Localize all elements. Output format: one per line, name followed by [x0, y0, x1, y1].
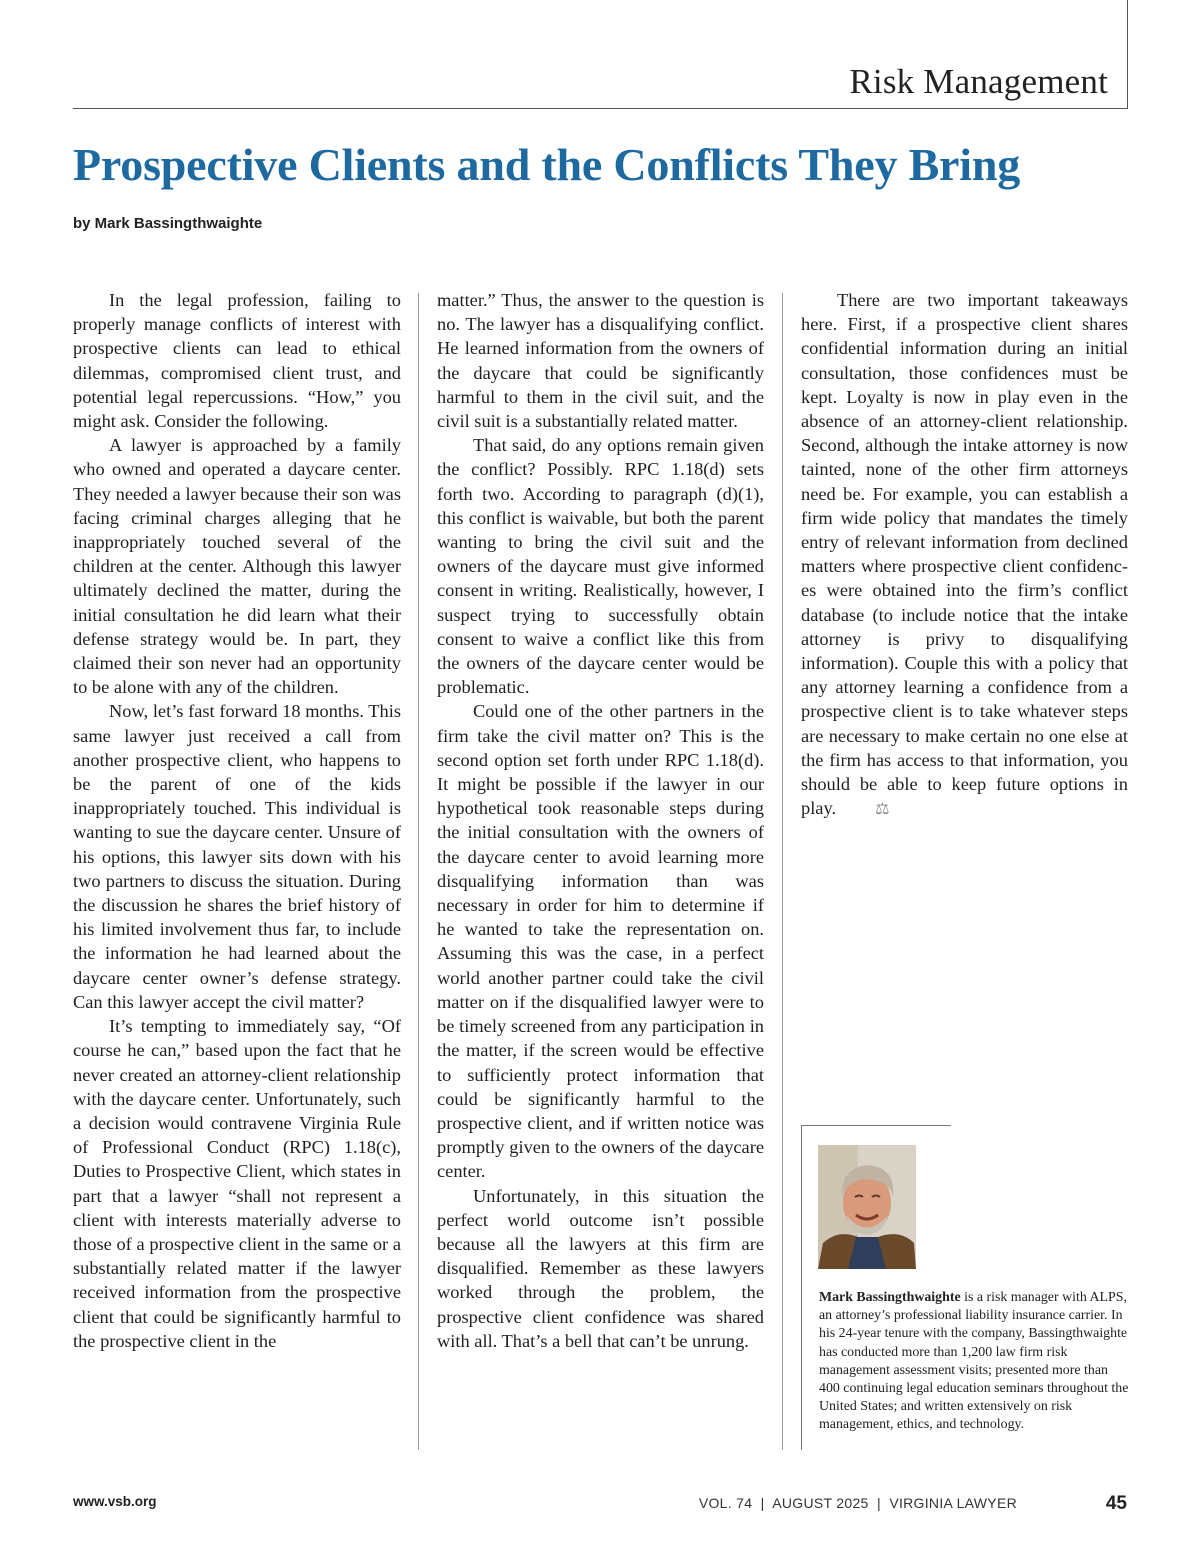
- column-divider: [782, 293, 783, 1450]
- bio-box-rule: [801, 1125, 951, 1126]
- footer-website: www.vsb.org: [73, 1494, 157, 1509]
- article-column-2: [437, 288, 764, 1353]
- author-photo: [818, 1145, 916, 1269]
- footer-issue-text: VOL. 74 | AUGUST 2025 | VIRGINIA LAWYER: [698, 1495, 1017, 1511]
- section-label: Risk Management: [849, 62, 1108, 101]
- paragraph: [801, 288, 1128, 821]
- article-column-3: [801, 288, 1128, 821]
- paragraph: It’s tempting to immediately say, “Of course he can,” based upon the fact that he never created an attorney-client relationship with the daycare center. Unfortunately, such a decision would contravene Virginia Rule of Professional Conduct (RPC) 1.18(c), Duties to Prospective Client, which states in part that a lawyer “shall not represent a client with interests materially adverse to those of a prospective client in the same or a substantially related matter if the lawyer received information from the prospective client that could be significantly harmful to the prospective client in the: [73, 1016, 401, 1351]
- author-bio-text: is a risk manager with ALPS, an attorney’s professional liability insurance carrier. In his 24-year tenure with the company, Bassingthwaighte has conducted more than 1,200 law firm risk management assessment visits; presented more than 400 continuing legal education seminars throughout the United States; and written extensively on risk management, ethics, and technology.: [819, 1290, 1129, 1433]
- paragraph: In the legal profession, failing to properly manage conflicts of interest with prospective clients can lead to ethical dilemmas, compromised client trust, and potential legal repercussions. “How,” you might ask. Consider the following.: [73, 290, 401, 432]
- header-rule: [73, 108, 1128, 109]
- paragraph: Could one of the other partners in the firm take the civil matter on? This is the second option set forth under RPC 1.18(d). It might be possible if the lawyer in our hypothetical took reasonable steps during the initial consultation with the owners of the daycare center to avoid learning more disqualifying information than was necessary in order for him to determine if he wanted to take the representation on. Assuming this was the case, in a perfect world another partner could take the civil matter on if the disqualified lawyer were to be timely screened from any participation in the matter, if the screen would be effective to sufficiently protect information that could be significantly harmful to the prospective client, and if written notice was promptly given to the owners of the daycare center.: [437, 701, 764, 1182]
- paragraph: matter.” Thus, the answer to the question is no. The lawyer has a disqualifying conflict. He learned information from the owners of the daycare that could be significantly harmful to them in the civil suit, and the civil suit is a substantially related matter.: [437, 290, 764, 432]
- page-number: 45: [1105, 1493, 1127, 1514]
- header-vertical-rule: [1127, 0, 1128, 109]
- paragraph: Unfortunately, in this situation the perfect world outcome isn’t possible because all the lawyers at this firm are disqualified. Remember as these lawyers worked through the problem, the prospective client confidence was shared with all. That’s a bell that can’t be unrung.: [437, 1185, 764, 1351]
- article-title: Prospective Clients and the Conflicts They Bring: [73, 139, 1021, 190]
- paragraph: A lawyer is approached by a family who owned and operated a daycare center. They needed a lawyer because their son was facing criminal charges alleging that he inappropriately touched several of the children at the center. Although this lawyer ultimately declined the matter, during the initial consultation he did learn what their defense strategy would be. In part, they claimed their son never had an opportunity to be alone with any of the children.: [73, 435, 401, 698]
- bio-box-rule: [801, 1125, 802, 1450]
- paragraph-text: There are two important takeaways here. First, if a prospective client shares confidential information during an initial consultation, those confidences must be kept. Loyalty is now in play even in the absence of an attorney-client relationship. Second, although the intake attorney is now tainted, none of the other firm attorneys need be. For example, you can establish a firm wide policy that mandates the timely entry of relevant information from declined matters where prospective client confidences were obtained into the firm’s conflict database (to include notice that the intake attorney is privy to disqualifying information). Couple this with a policy that any attorney learning a confidence from a prospective client is to take whatever steps are necessary to make certain no one else at the firm has access to that information, you should be able to keep future options in play.: [801, 290, 1128, 819]
- author-bio: [819, 1289, 1130, 1435]
- paragraph: Now, let’s fast forward 18 months. This same lawyer just received a call from another prospective client, who happens to be the parent of one of the kids inappropriately touched. This individual is wanting to sue the daycare center. Unsure of his options, this lawyer sits down with his two partners to discuss the situation. During the discussion he shares the brief history of his limited involvement thus far, to include the information he had learned about the daycare center owner’s defense strategy. Can this lawyer accept the civil matter?: [73, 701, 401, 1012]
- byline: by Mark Bassingthwaighte: [73, 215, 263, 232]
- column-divider: [418, 293, 419, 1450]
- scales-of-justice-icon: ⚖: [875, 799, 890, 819]
- article-column-1: [73, 288, 401, 1353]
- author-name: Mark Bassingthwaighte: [819, 1290, 961, 1305]
- footer-issue: [699, 1495, 1017, 1511]
- paragraph: That said, do any options remain given the conflict? Possibly. RPC 1.18(d) sets forth two. According to paragraph (d)(1), this conflict is waivable, but both the parent wanting to bring the civil suit and the owners of the daycare must give informed consent in writing. Realistically, however, I suspect trying to successfully obtain consent to waive a conflict like this from the owners of the daycare center would be problematic.: [437, 435, 764, 698]
